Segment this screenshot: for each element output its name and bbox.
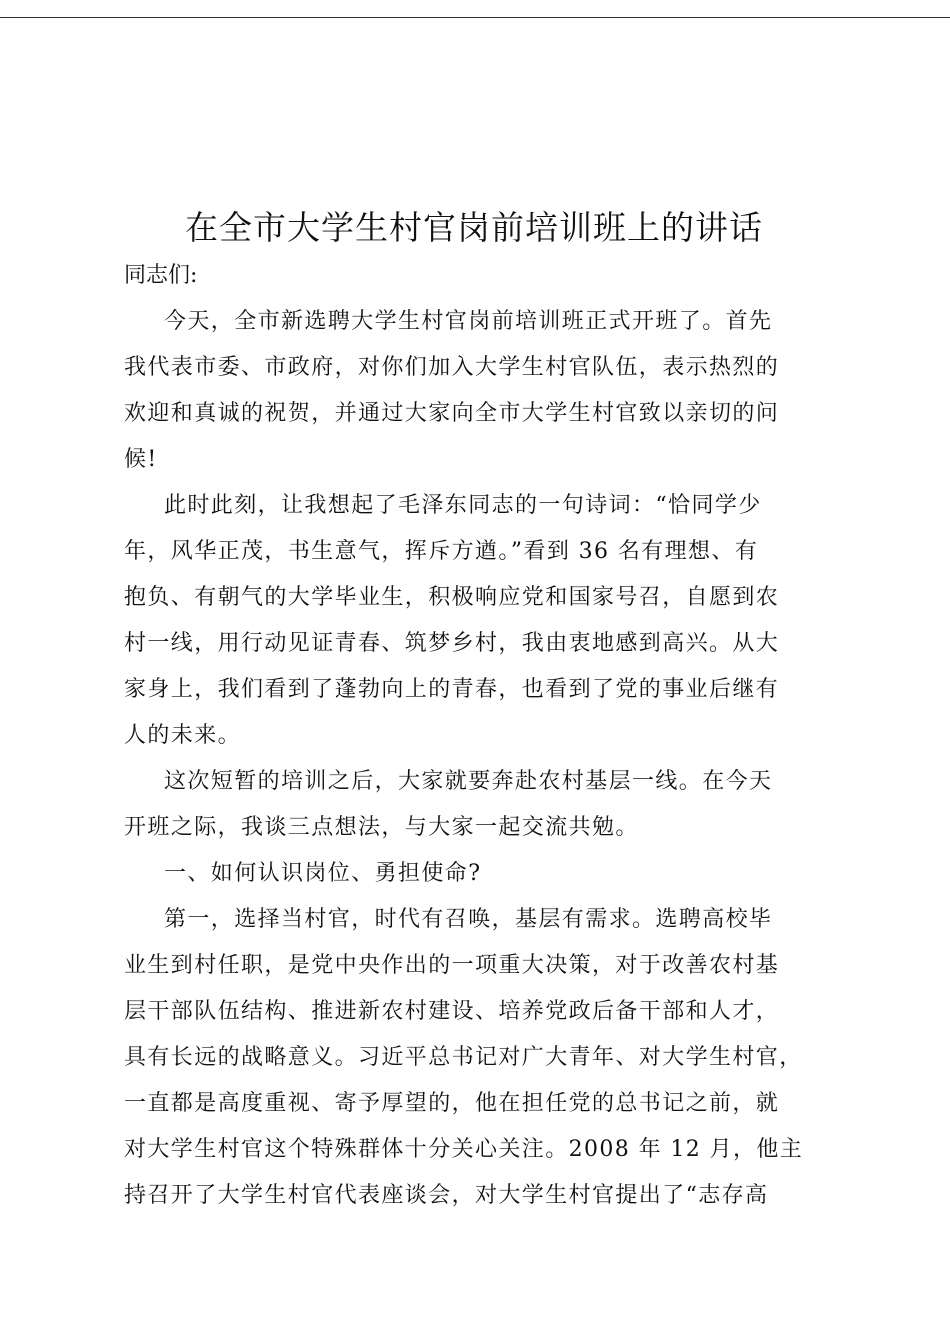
paragraph-line: 年，风华正茂，书生意气，挥斥方遒。”看到 36 名有理想、有 — [124, 539, 759, 564]
header-rule — [0, 17, 950, 18]
paragraph-poem — [124, 483, 824, 759]
section-heading: 一、如何认识岗位、勇担使命? — [164, 861, 482, 886]
paragraph-line: 开班之际，我谈三点想法，与大家一起交流共勉。 — [124, 815, 639, 840]
paragraph-opening — [124, 299, 824, 483]
paragraph-line: 欢迎和真诚的祝贺，并通过大家向全市大学生村官致以亲切的问 — [124, 401, 780, 426]
paragraph-line: 业生到村任职，是党中央作出的一项重大决策，对于改善农村基 — [124, 953, 780, 978]
paragraph-line: 持召开了大学生村官代表座谈会，对大学生村官提出了“志存高 — [124, 1183, 769, 1208]
paragraph-line: 层干部队伍结构、推进新农村建设、培养党政后备干部和人才， — [124, 999, 780, 1024]
paragraph-line: 家身上，我们看到了蓬勃向上的青春，也看到了党的事业后继有 — [124, 677, 780, 702]
paragraph-line: 对大学生村官这个特殊群体十分关心关注。2008 年 12 月，他主 — [124, 1137, 804, 1162]
document-page — [124, 203, 824, 1219]
paragraph-line: 今天，全市新选聘大学生村官岗前培训班正式开班了。首先 — [164, 309, 773, 334]
paragraph-line: 第一，选择当村官，时代有召唤，基层有需求。选聘高校毕 — [164, 907, 773, 932]
salutation: 同志们: — [124, 263, 198, 288]
paragraph-line: 候! — [124, 447, 158, 472]
paragraph-line: 具有长远的战略意义。习近平总书记对广大青年、对大学生村官， — [124, 1045, 803, 1070]
paragraph-line: 人的未来。 — [124, 723, 242, 748]
paragraph-line: 我代表市委、市政府，对你们加入大学生村官队伍，表示热烈的 — [124, 355, 780, 380]
paragraph-line: 此时此刻，让我想起了毛泽东同志的一句诗词：“恰同学少 — [164, 493, 762, 518]
document-title: 在全市大学生村官岗前培训班上的讲话 — [185, 208, 763, 247]
paragraph-line: 村一线，用行动见证青春、筑梦乡村，我由衷地感到高兴。从大 — [124, 631, 780, 656]
paragraph-intro — [124, 759, 824, 851]
paragraph-section-one — [124, 897, 824, 1219]
paragraph-line: 一直都是高度重视、寄予厚望的，他在担任党的总书记之前，就 — [124, 1091, 780, 1116]
paragraph-line: 抱负、有朝气的大学毕业生，积极响应党和国家号召，自愿到农 — [124, 585, 780, 610]
paragraph-line: 这次短暂的培训之后，大家就要奔赴农村基层一线。在今天 — [164, 769, 773, 794]
